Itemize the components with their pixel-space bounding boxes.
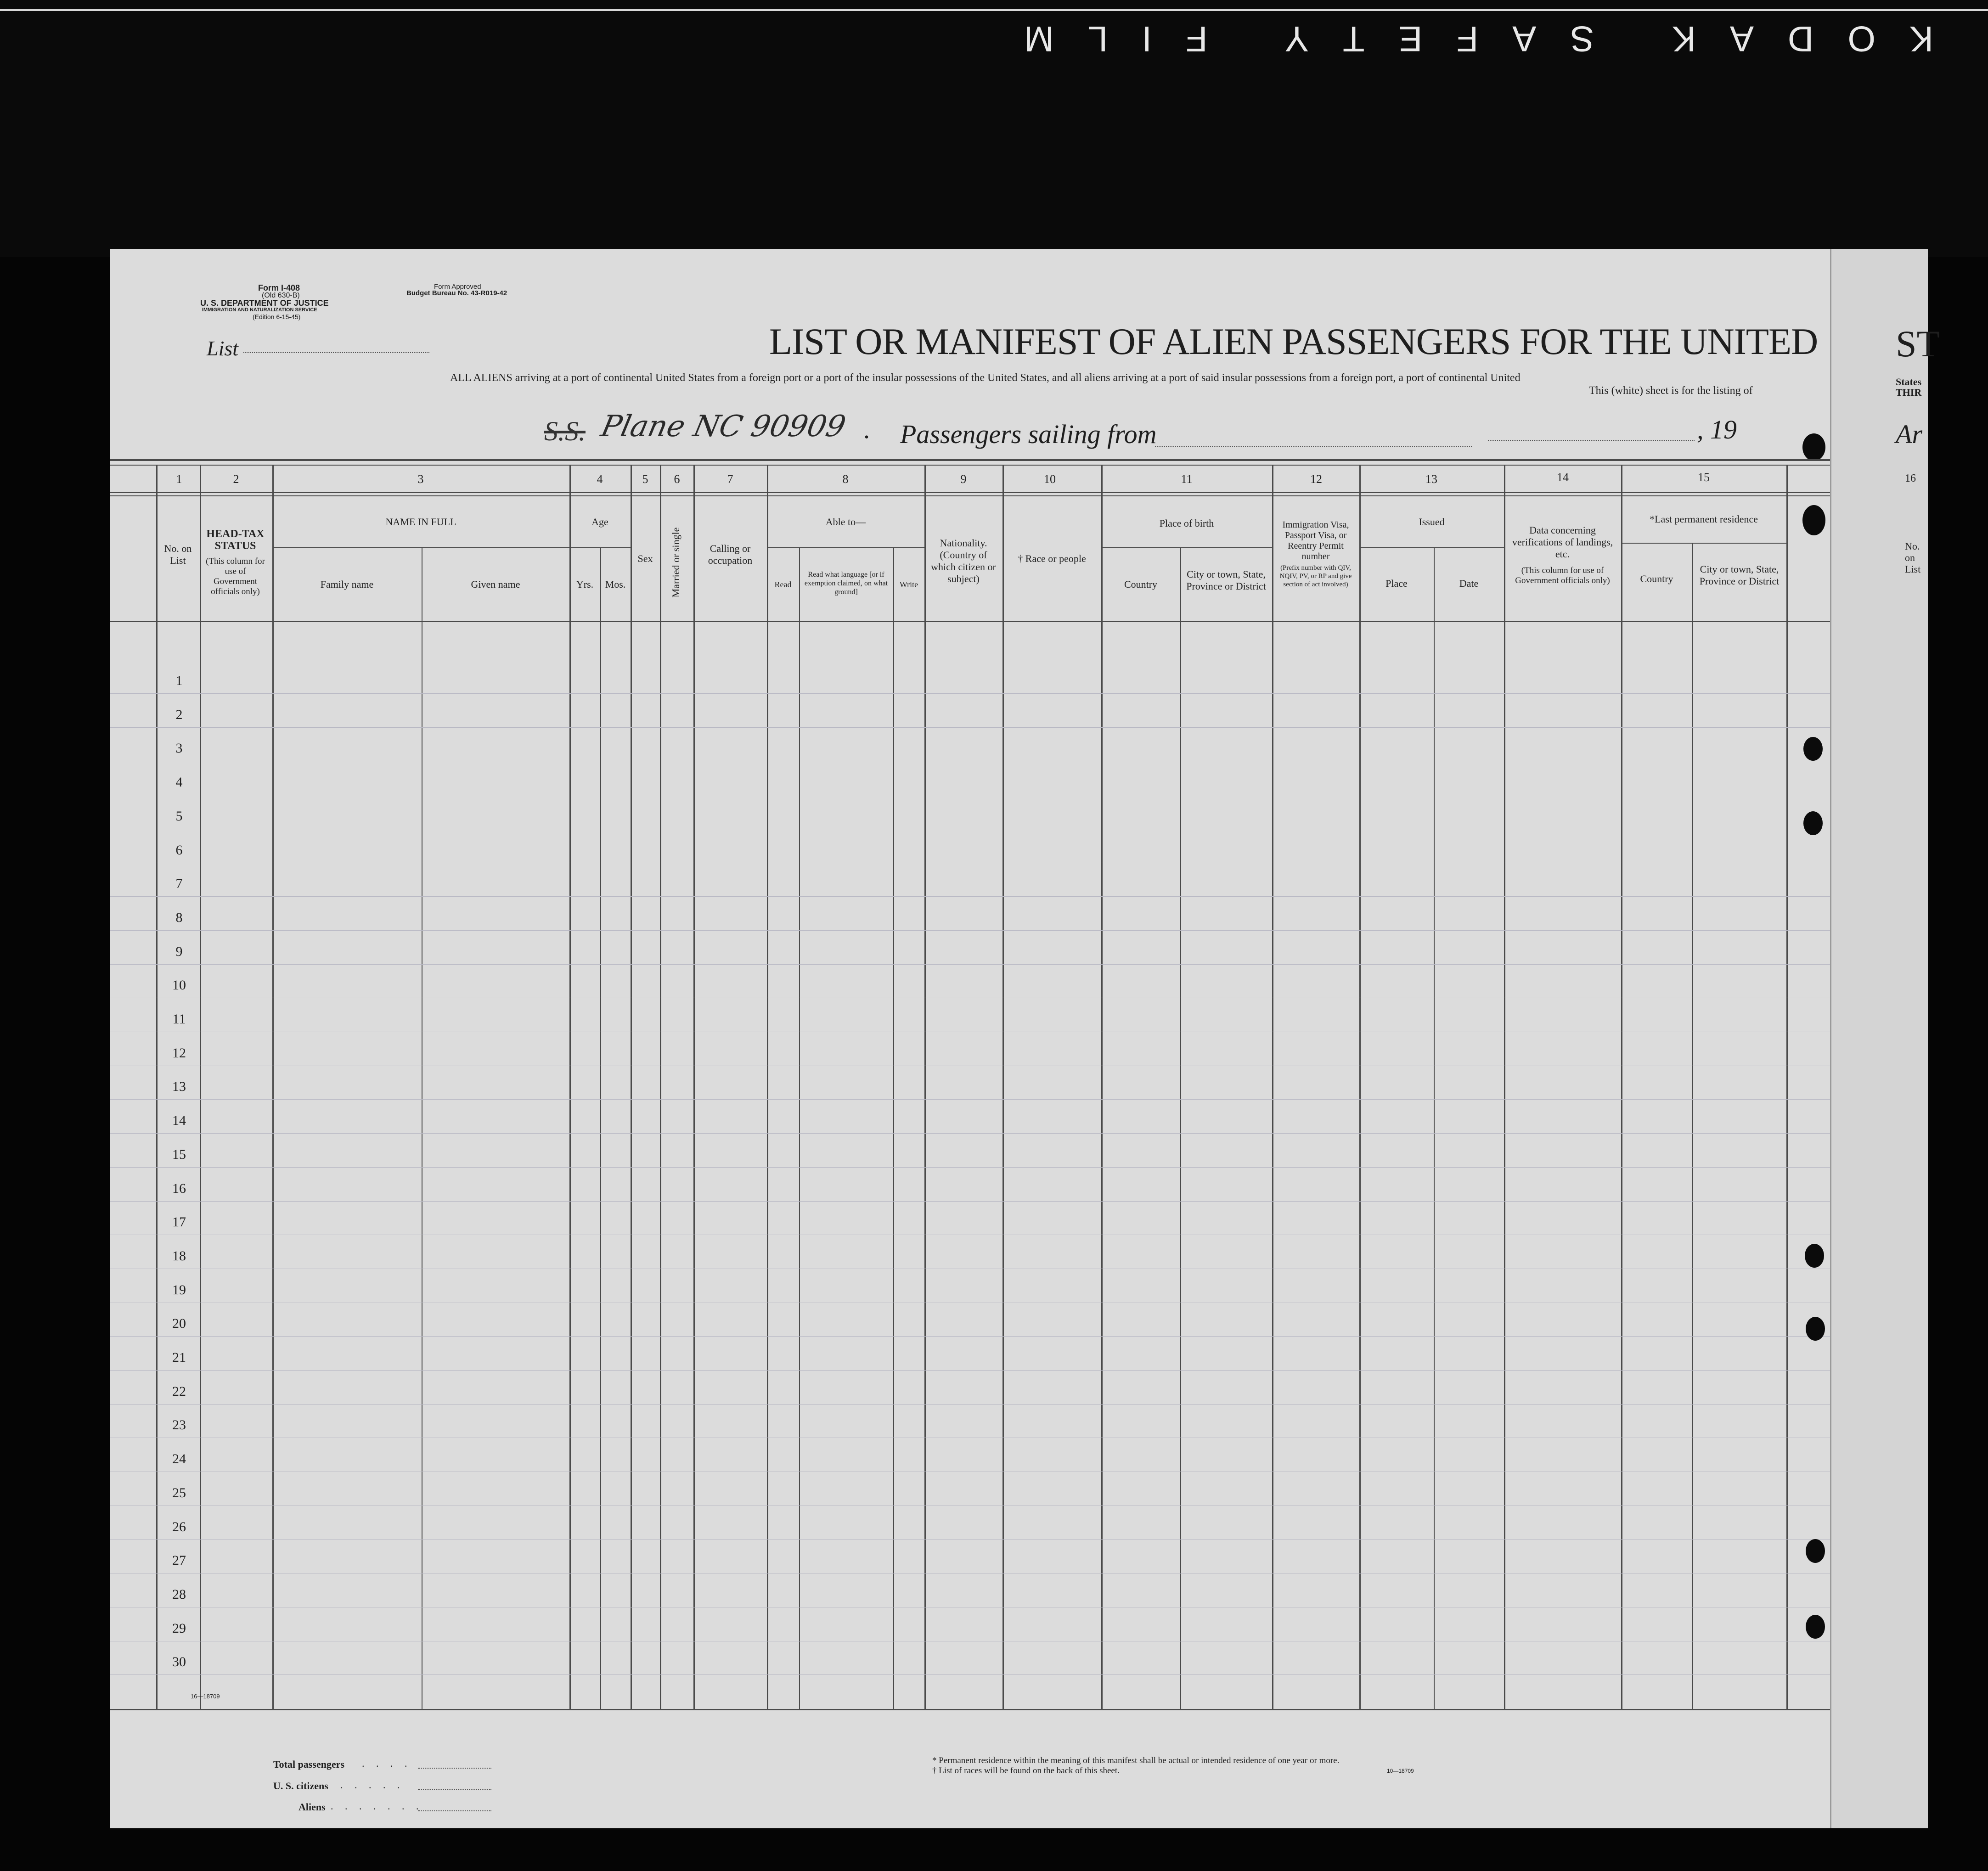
row-number: 8 xyxy=(175,910,183,925)
header-family-name: Family name xyxy=(320,579,374,590)
footnote-races: † List of races will be found on the back of this sheet. xyxy=(932,1766,1120,1775)
manifest-sheet: Form I-408 (Old 630-B) U. S. DEPARTMENT OF JUSTICE IMMIGRATION AND NATURALIZATION SERVICE (Edition 6-15-45) Form Approved Budget Bureau No. 43-R019-42 List LIST OR MANIFEST OF ALIEN PASSENGERS FOR THE UNITED ALL ALIENS arriving at a port of continental United States from a foreign port or a port of the insular possessions of the United States, and all aliens arriving at a port of said insular possessions from a foreign port, a port of continental United This (white) sheet is for the listing of S.S. Plane NC 90909 . Passengers sailing from , 19 1 2 3 4 5 6 7 8 9 10 11 12 13 14 15 No. on List HEAD-TAX STATUS (This column for use of Government officials only) NAME IN FULL Family name Given name Age Yrs. Mos. Sex Married or single Calling or occupation Able to— Read Read what language [or if exemption claimed, on what ground] Write Nationality. (Country of which citizen or subject) † Race or people Place of birth Country City or town, State, Province or District Immigration Visa, Passport Visa, or Reentry Permit number (Prefix number with QIV, NQIV, PV, or RP and give section of act involved) Issued Place Date Data concerning verifications of landings, etc. (This column for use of Government officials only) *Last permanent residence Country City or town, State, Province or District 1 2 3 4 5 6 7 8 9 10 11 12 13 14 15 16 17 18 19 20 21 22 23 24 25 26 27 28 29 30 16—18709 Total passengers . . . . U. S. citizens . . . . . . Aliens . . . . . . . * Permanent residence within the meaning of this manifest shall be actual or intended residence of one year or more. † List of races will be found on the back of this sheet. 10—18709 xyxy=(110,249,1926,1828)
header-nationality: Nationality. (Country of which citizen or subject) xyxy=(931,537,996,584)
table-row xyxy=(110,1336,1892,1337)
row-number: 23 xyxy=(172,1417,186,1433)
row-number: 2 xyxy=(175,707,183,722)
form-title: LIST OR MANIFEST OF ALIEN PASSENGERS FOR THE UNITED xyxy=(769,320,1818,362)
row-number: 11 xyxy=(172,1011,186,1027)
header-race: † Race or people xyxy=(1018,553,1086,564)
table-row xyxy=(110,1133,1892,1134)
sailing-label: Passengers sailing from xyxy=(900,419,1157,449)
header-yrs: Yrs. xyxy=(576,579,594,590)
row-number: 1 xyxy=(175,673,183,688)
total-passengers-line xyxy=(418,1768,491,1769)
header-read: Read xyxy=(774,580,792,589)
header-city: City or town, State, Province or District xyxy=(1186,568,1266,592)
header-visa: Immigration Visa, Passport Visa, or Reentry Permit number xyxy=(1282,520,1349,562)
adjacent-header-on: on xyxy=(1905,552,1915,563)
colnum-1: 1 xyxy=(176,472,182,486)
header-issued-date: Date xyxy=(1459,578,1479,589)
list-label: List xyxy=(207,337,239,360)
adjacent-header-no: No. xyxy=(1905,540,1920,552)
row-number: 29 xyxy=(172,1620,186,1636)
header-head-tax: HEAD-TAX STATUS xyxy=(206,528,265,552)
row-number: 5 xyxy=(175,808,183,824)
row-number: 10 xyxy=(172,978,186,993)
header-read-language: Read what language [or if exemption claimed, on what ground] xyxy=(804,571,888,596)
header-place-of-birth: Place of birth xyxy=(1159,517,1214,529)
aliens-line xyxy=(418,1810,491,1811)
row-number: 18 xyxy=(172,1248,186,1264)
table-row xyxy=(110,896,1892,897)
adjacent-header-list: List xyxy=(1905,563,1921,575)
row-number: 20 xyxy=(172,1316,186,1332)
us-citizens-line xyxy=(418,1789,491,1790)
row-number: 6 xyxy=(175,842,183,858)
row-number: 28 xyxy=(172,1586,186,1602)
row-number: 25 xyxy=(172,1485,186,1500)
row-number: 17 xyxy=(172,1214,186,1230)
colnum-10: 10 xyxy=(1044,472,1056,486)
header-name-in-full: NAME IN FULL xyxy=(385,516,456,528)
header-married: Married or single xyxy=(670,527,681,598)
row-number: 22 xyxy=(172,1383,186,1399)
table-row xyxy=(110,1167,1892,1168)
row-number: 24 xyxy=(172,1451,186,1467)
print-code: 16—18709 xyxy=(191,1693,220,1700)
service: IMMIGRATION AND NATURALIZATION SERVICE xyxy=(202,307,317,313)
colnum-2: 2 xyxy=(233,472,239,486)
header-mos: Mos. xyxy=(605,579,626,590)
header-res-country: Country xyxy=(1640,573,1673,584)
colnum-4: 4 xyxy=(597,472,603,486)
ship-prefix: S.S. xyxy=(544,416,586,446)
table-row xyxy=(110,727,1892,728)
row-number: 13 xyxy=(172,1079,186,1095)
row-number: 14 xyxy=(172,1113,186,1129)
punch-hole xyxy=(1803,811,1823,835)
table-row xyxy=(110,1404,1892,1405)
row-number: 27 xyxy=(172,1553,186,1568)
row-number: 4 xyxy=(175,775,183,790)
table-row xyxy=(110,693,1892,694)
us-citizens-label: U. S. citizens xyxy=(273,1780,328,1792)
header-res-city: City or town, State, Province or District xyxy=(1699,563,1780,587)
table-row xyxy=(110,1370,1892,1371)
header-able-to: Able to— xyxy=(825,516,866,528)
adjacent-colnum: 16 xyxy=(1905,472,1916,484)
table-row xyxy=(110,930,1892,931)
header-issued-place: Place xyxy=(1385,578,1408,589)
punch-hole xyxy=(1806,1317,1825,1341)
colnum-5: 5 xyxy=(642,472,648,486)
header-sex: Sex xyxy=(637,553,653,564)
budget-bureau: Budget Bureau No. 43-R019-42 xyxy=(406,289,507,297)
colnum-12: 12 xyxy=(1310,472,1322,486)
adjacent-handwriting: Ar xyxy=(1896,419,1922,449)
form-old: (Old 630-B) xyxy=(262,292,300,299)
ship-name-handwritten: Plane NC 90909 xyxy=(598,410,849,444)
header-last-residence: *Last permanent residence xyxy=(1650,513,1758,525)
subtitle-line-1: ALL ALIENS arriving at a port of continental United States from a foreign port or a port of the insular possessions of the United States, and all aliens arriving at a port of said insular possessions from a foreign port, a port of continental United xyxy=(450,372,1521,384)
header-age: Age xyxy=(591,516,608,528)
colnum-3: 3 xyxy=(417,472,424,486)
total-passengers-label: Total passengers xyxy=(273,1759,345,1770)
header-data-concerning: Data concerning verifications of landings, etc. xyxy=(1512,524,1613,560)
header-write: Write xyxy=(899,580,918,589)
header-calling: Calling or occupation xyxy=(708,543,753,566)
table-row xyxy=(110,1201,1892,1202)
header-head-tax-note: (This column for use of Government officials only) xyxy=(206,556,265,596)
form-approved: Form Approved xyxy=(434,283,481,291)
aliens-label: Aliens xyxy=(298,1801,326,1813)
colnum-13: 13 xyxy=(1425,472,1437,486)
table-row xyxy=(110,964,1892,965)
colnum-15: 15 xyxy=(1698,471,1710,484)
header-visa-note: (Prefix number with QIV, NQIV, PV, or RP and give section of act involved) xyxy=(1279,564,1352,588)
print-code-2: 10—18709 xyxy=(1387,1768,1414,1774)
colnum-9: 9 xyxy=(960,472,967,486)
row-number: 21 xyxy=(172,1350,186,1365)
row-number: 19 xyxy=(172,1282,186,1298)
colnum-11: 11 xyxy=(1181,472,1193,486)
row-number: 12 xyxy=(172,1045,186,1061)
department: U. S. DEPARTMENT OF JUSTICE xyxy=(200,298,329,308)
row-number: 9 xyxy=(175,944,183,959)
row-number: 15 xyxy=(172,1146,186,1162)
colnum-14: 14 xyxy=(1557,471,1569,484)
colnum-8: 8 xyxy=(842,472,849,486)
header-issued: Issued xyxy=(1419,516,1445,528)
row-number: 16 xyxy=(172,1180,186,1196)
form-id: Form I-408 xyxy=(258,283,300,292)
header-data-note: (This column for use of Government officials only) xyxy=(1515,566,1610,585)
punch-hole xyxy=(1806,1539,1825,1563)
year-label: , 19 xyxy=(1697,415,1737,444)
adjacent-line-1: States xyxy=(1896,376,1922,388)
header-given-name: Given name xyxy=(471,579,520,590)
row-number: 26 xyxy=(172,1519,186,1534)
header-no-on-list: No. on List xyxy=(164,543,192,566)
subtitle-line-2: This (white) sheet is for the listing of xyxy=(1589,385,1753,397)
adjacent-title: ST xyxy=(1896,323,1940,365)
row-number: 30 xyxy=(172,1654,186,1670)
row-number: 3 xyxy=(175,741,183,756)
footnote-residence: * Permanent residence within the meaning of this manifest shall be actual or intended residence of one year or more. xyxy=(932,1756,1340,1765)
adjacent-sheet-fragment xyxy=(1830,249,1940,1828)
colnum-6: 6 xyxy=(674,472,680,486)
punch-hole xyxy=(1806,1615,1825,1639)
row-number: 7 xyxy=(175,876,183,892)
edition: (Edition 6-15-45) xyxy=(253,313,301,320)
film-edge-text: KODAK SAFETY FILM xyxy=(990,19,1933,59)
colnum-7: 7 xyxy=(727,472,733,486)
punch-hole xyxy=(1803,737,1823,761)
table-row xyxy=(110,1674,1892,1675)
passenger-rows xyxy=(110,249,1892,1828)
table-row xyxy=(110,1099,1892,1100)
header-country: Country xyxy=(1124,579,1158,590)
punch-hole xyxy=(1805,1244,1824,1268)
adjacent-line-2: THIR xyxy=(1896,387,1922,398)
